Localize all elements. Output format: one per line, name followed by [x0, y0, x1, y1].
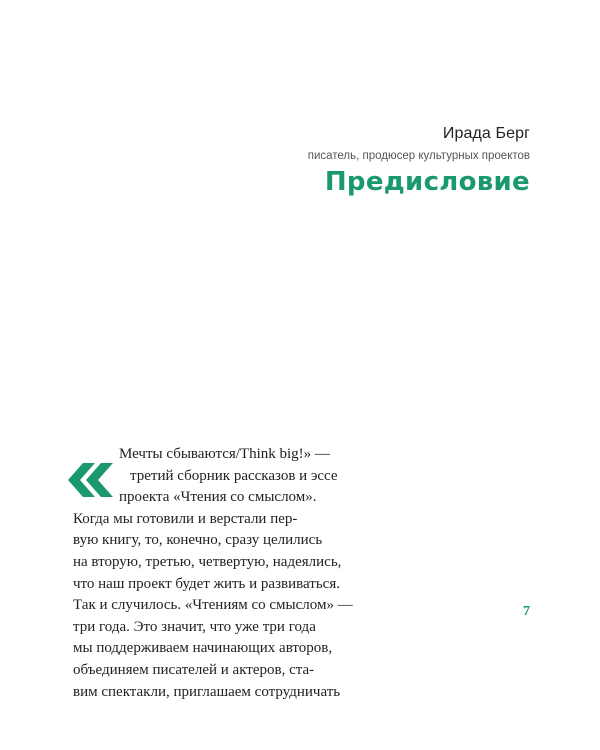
body-line: на вторую, третью, четвертую, надеялись, — [73, 553, 342, 570]
page-number: 7 — [523, 604, 530, 619]
body-line: Когда мы готовили и верстали пер- — [73, 510, 298, 527]
body-line: Так и случилось. «Чтениям со смыслом» — — [73, 597, 353, 614]
body-line: объединяем писателей и актеров, ста- — [73, 661, 315, 678]
body-line: вую книгу, то, конечно, сразу целились — [73, 532, 323, 549]
author-role: писатель, продюсер культурных проектов — [307, 150, 530, 162]
section-title: Предисловие — [324, 167, 530, 197]
body-line: вим спектакли, приглашаем сотрудничать — [73, 683, 341, 700]
body-line: мы поддерживаем начинающих авторов, — [73, 640, 333, 657]
body-line: три года. Это значит, что уже три года — [73, 618, 316, 635]
body-text — [73, 444, 373, 703]
body-line: третий сборник рассказов и эссе — [130, 467, 338, 484]
body-line: проекта «Чтения со смыслом». — [119, 489, 317, 506]
author-block — [308, 124, 530, 198]
body-line: что наш проект будет жить и развиваться. — [73, 575, 340, 592]
author-name: Ирада Берг — [442, 125, 530, 142]
body-line: Мечты сбываются/Think big!» — — [119, 446, 330, 462]
